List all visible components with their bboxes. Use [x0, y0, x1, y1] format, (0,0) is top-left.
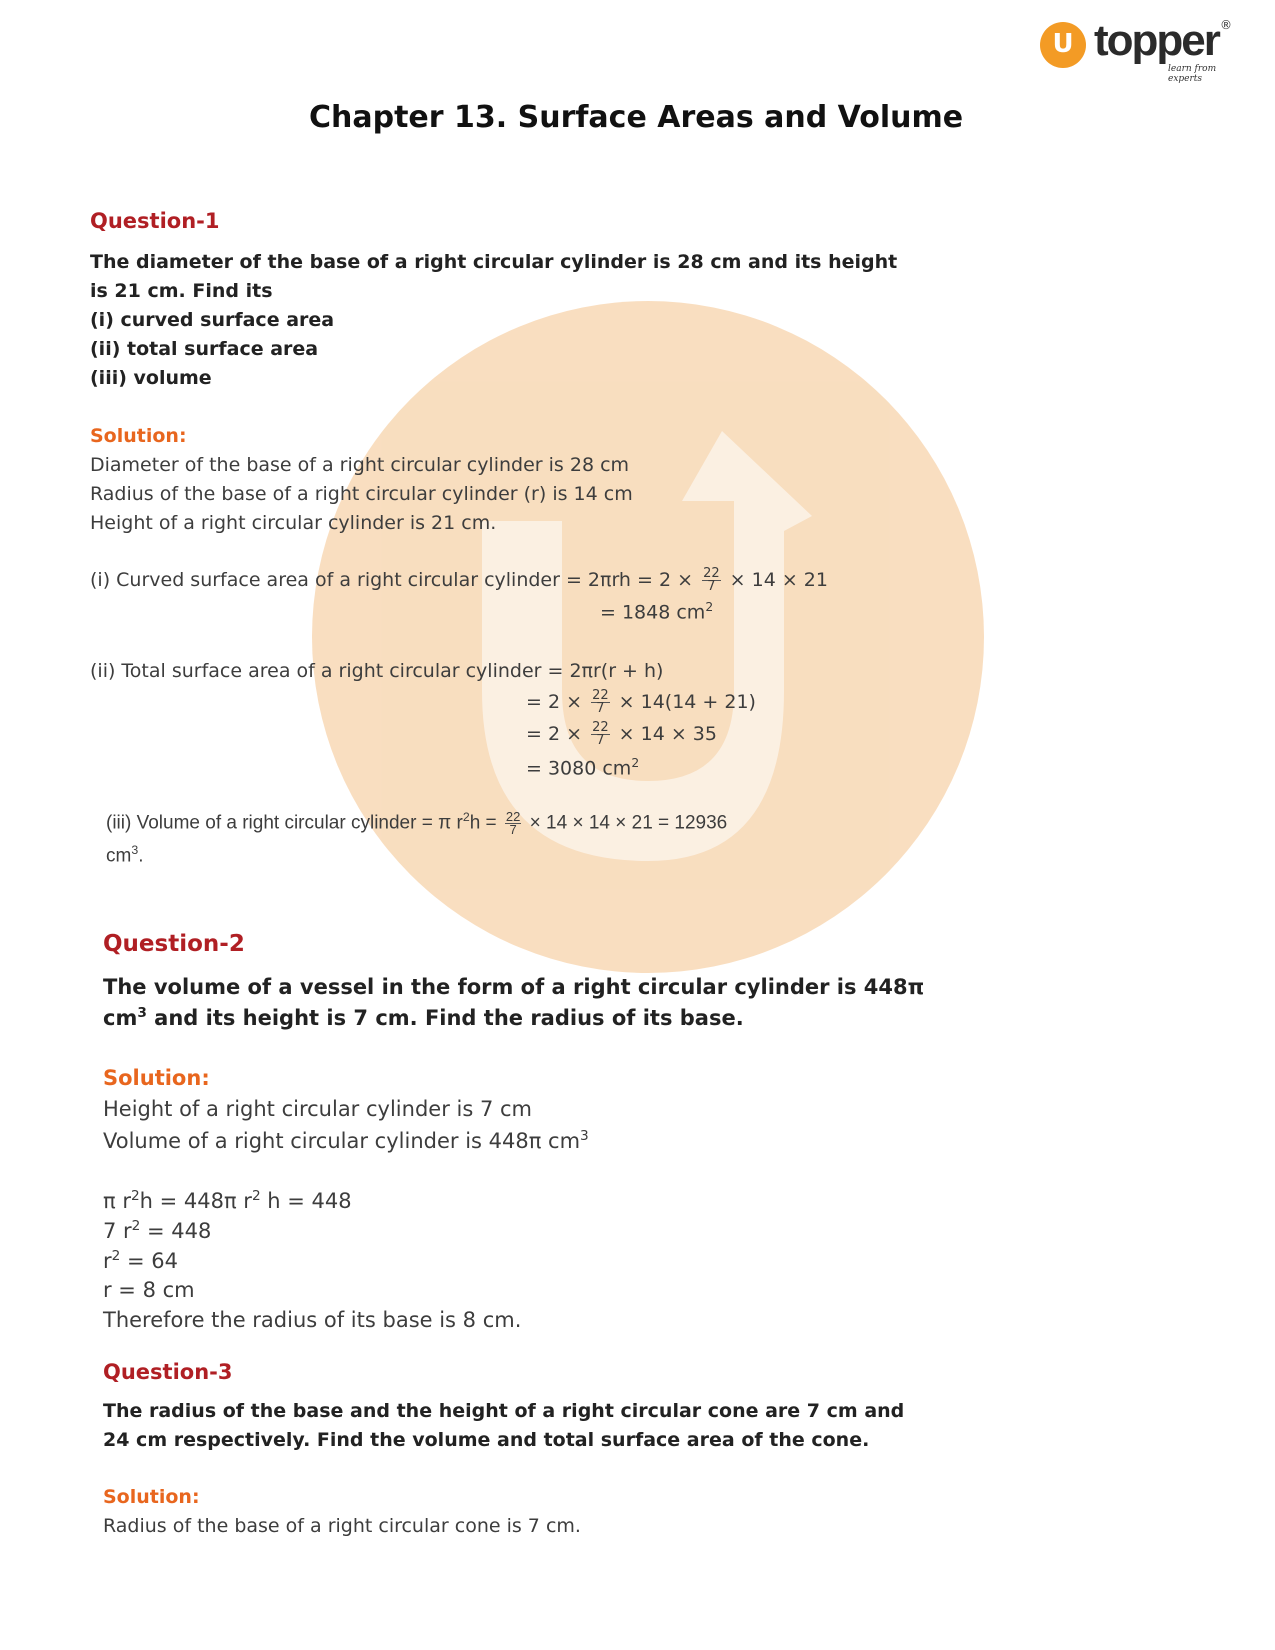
brand-tagline: learn from experts	[1168, 64, 1217, 84]
q1-part1-line: (i) Curved surface area of a right circular cylinder = 2πrh = 2 × $\frac{22}{7}$ × 14 × 21	[90, 566, 828, 594]
q1-text-line: (iii) volume	[90, 367, 212, 389]
q1-part3-line: (iii) Volume of a right circular cylinder = π $r^2h$ = $\frac{22}{7}$ × 14 × 14 × 21 = 12936	[106, 808, 728, 837]
brand-name: topper	[1094, 16, 1219, 65]
q2-text-line: The volume of a vessel in the form of a right circular cylinder is 448π	[103, 975, 925, 999]
q3-text-line: The radius of the base and the height of a right circular cone are 7 cm and	[103, 1400, 905, 1422]
q1-text-line: (ii) total surface area	[90, 338, 319, 360]
question-1-heading: Question-1	[90, 209, 220, 233]
registered-mark: ®	[1220, 18, 1232, 32]
q1-part2-step: = 2 × $\frac{22}{7}$ × 14 × 35	[526, 720, 717, 748]
q1-part3-unit: $cm^3$.	[106, 843, 144, 867]
q1-given: Radius of the base of a right circular cylinder (r) is 14 cm	[90, 483, 633, 505]
q1-part2-result: = 3080 $cm^2$	[526, 756, 640, 780]
q2-solution-label: Solution:	[103, 1066, 210, 1090]
brand-logo[interactable]	[1040, 16, 1240, 84]
question-3-heading: Question-3	[103, 1360, 233, 1384]
q1-text-line: is 21 cm. Find its	[90, 280, 273, 302]
q3-given: Radius of the base of a right circular cone is 7 cm.	[103, 1515, 581, 1537]
fraction: $\frac{22}{7}$	[505, 808, 521, 837]
question-2-heading: Question-2	[103, 931, 245, 957]
q1-given: Height of a right circular cylinder is 21 cm.	[90, 512, 497, 534]
fraction: $\frac{22}{7}$	[592, 720, 609, 748]
q2-text-line: $cm^3$ and its height is 7 cm. Find the radius of its base.	[103, 1005, 744, 1030]
q3-text-line: 24 cm respectively. Find the volume and total surface area of the cone.	[103, 1429, 870, 1451]
q3-solution-label: Solution:	[103, 1486, 200, 1508]
fraction: $\frac{22}{7}$	[592, 688, 609, 716]
q1-text-line: The diameter of the base of a right circular cylinder is 28 cm and its height	[90, 251, 898, 273]
q1-part1-result: = 1848 $cm^2$	[600, 600, 714, 624]
q2-given: Height of a right circular cylinder is 7 cm	[103, 1097, 532, 1121]
brand-u-icon: U	[1040, 22, 1086, 68]
fraction: $\frac{22}{7}$	[703, 566, 720, 594]
q2-step: r = 8 cm	[103, 1278, 195, 1302]
q2-conclusion: Therefore the radius of its base is 8 cm.	[103, 1308, 522, 1332]
q2-step: $r^2 = 64$	[103, 1248, 178, 1273]
q2-step: π $r^2h = 448\pi$ $r^2$ h = 448	[103, 1188, 352, 1213]
q1-part2-line: (ii) Total surface area of a right circular cylinder = 2πr(r + h)	[90, 660, 664, 682]
q1-text-line: (i) curved surface area	[90, 309, 335, 331]
q1-part2-step: = 2 × $\frac{22}{7}$ × 14(14 + 21)	[526, 688, 756, 716]
q2-step: 7 $r^2 = 448$	[103, 1218, 212, 1243]
page-title: Chapter 13. Surface Areas and Volume	[309, 100, 964, 135]
q2-given: Volume of a right circular cylinder is 448π $cm^3$	[103, 1128, 589, 1153]
q1-solution-label: Solution:	[90, 425, 187, 447]
q1-given: Diameter of the base of a right circular cylinder is 28 cm	[90, 454, 630, 476]
